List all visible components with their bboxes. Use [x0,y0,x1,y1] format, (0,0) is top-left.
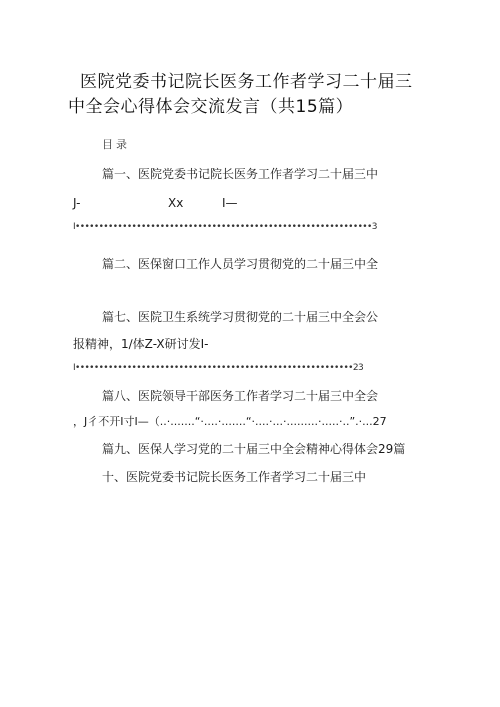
toc-entry-8-title: 篇八、医院领导干部医务工作者学习二十届三中全会 [102,389,379,403]
toc-entry-7-line-2: 报精神，1∕体Z-X研讨发I- [73,337,209,351]
toc-entry-9-title: 篇九、医保人学习党的二十届三中全会精神心得体会29篇 [102,442,406,456]
toc-entry-10-title: 十、医院党委书记院长医务工作者学习二十届三中 [102,470,367,484]
title-line-1: 医院党委书记院长医务工作者学习二十届三 [80,72,413,92]
toc-entry-8-line-2: ，J彳不开I寸I—（..·.......“·....·.......“·....·...·.........·.....·..”.·...27 [73,415,387,428]
toc-heading: 目录 [102,138,130,151]
toc-entry-1-fragment-c: I— [222,196,238,210]
toc-entry-2-title: 篇二、医保窗口工作人员学习贯彻党的二十届三中全 [102,257,379,271]
document-title [68,70,440,120]
toc-entry-7-leader-dots: I•••••••••••••••••••••••••••••••••••••••••••••••••••••••••••23 [73,363,364,373]
toc-entry-7-title: 篇七、医院卫生系统学习贯彻党的二十届三中全会公 [102,310,379,324]
title-line-2: 中全会心得体会交流发言（共15篇） [68,97,354,117]
toc-entry-1-title: 篇一、医院党委书记院长医务工作者学习二十届三中 [102,167,379,181]
toc-entry-1-fragment-a: J- [73,196,81,210]
toc-entry-1-leader-dots: I•••••••••••••••••••••••••••••••••••••••••••••••••••••••••••••••3 [73,222,377,232]
toc-entry-1-fragment-b: Xx [168,196,184,210]
